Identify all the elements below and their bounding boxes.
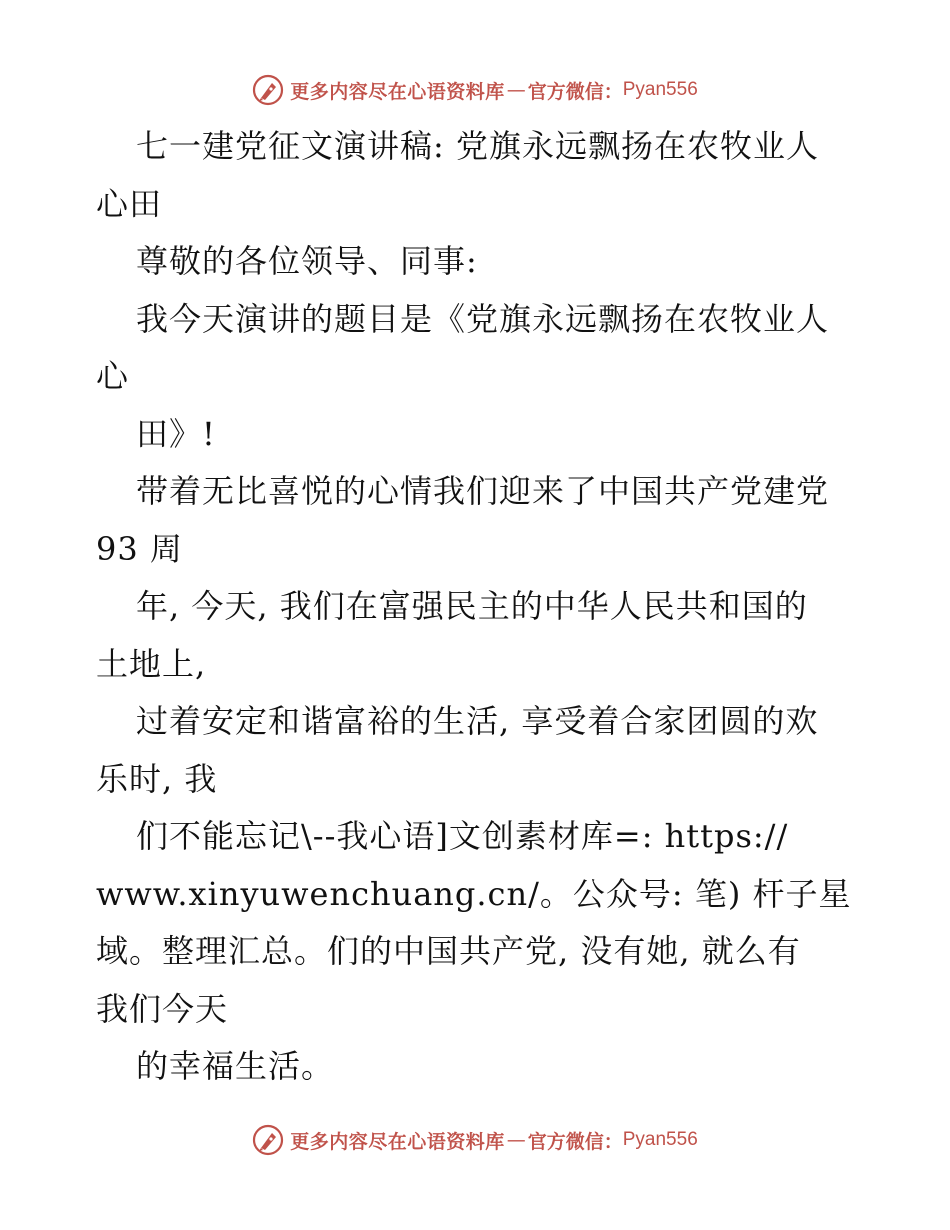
document-body xyxy=(96,118,856,1096)
salutation: 尊敬的各位领导、同事: xyxy=(136,242,478,280)
pen-nib-logo-icon xyxy=(252,74,284,106)
paragraph-line: 93 周 xyxy=(96,529,183,568)
footer-banner xyxy=(0,1120,950,1160)
paragraph-line: 带着无比喜悦的心情我们迎来了中国共产党建党 xyxy=(136,472,830,510)
paragraph-line: 年, 今天, 我们在富强民主的中华人民共和国的 xyxy=(136,587,808,625)
pen-nib-logo-icon xyxy=(252,1124,284,1156)
banner-dash: — xyxy=(506,79,526,101)
banner-slogan: 更多内容尽在心语资料库 xyxy=(290,80,505,103)
document-title-line-1: 七一建党征文演讲稿: 党旗永远飘扬在农牧业人 xyxy=(136,127,819,165)
banner-wechat-label: 官方微信： xyxy=(527,80,623,103)
paragraph-line: www.xinyuwenchuang.cn/。公众号: 笔) 杆子星 xyxy=(96,874,852,913)
paragraph-line: 的幸福生活。 xyxy=(136,1047,335,1085)
banner-wechat-id: Pyan556 xyxy=(622,79,698,100)
header-banner xyxy=(0,70,950,110)
paragraph-line: 心 xyxy=(96,357,130,395)
paragraph-line: 田》! xyxy=(136,414,216,453)
paragraph-line: 过着安定和谐富裕的生活, 享受着合家团圆的欢 xyxy=(136,702,819,740)
paragraph-line: 们不能忘记\--我心语]文创素材库=: https:// xyxy=(136,817,789,855)
paragraph-line: 乐时, 我 xyxy=(96,759,218,798)
paragraph-line: 我今天演讲的题目是《党旗永远飘扬在农牧业人 xyxy=(136,299,830,338)
paragraph-line: 我们今天 xyxy=(96,989,229,1028)
paragraph-line: 土地上, xyxy=(96,644,207,683)
banner-wechat-id: Pyan556 xyxy=(622,1129,698,1150)
banner-dash: — xyxy=(506,1129,526,1151)
document-title-line-2: 心田 xyxy=(96,184,163,223)
banner-wechat-label: 官方微信： xyxy=(527,1130,623,1153)
banner-slogan: 更多内容尽在心语资料库 xyxy=(290,1130,505,1153)
paragraph-line: 域。整理汇总。们的中国共产党, 没有她, 就么有 xyxy=(96,932,801,970)
